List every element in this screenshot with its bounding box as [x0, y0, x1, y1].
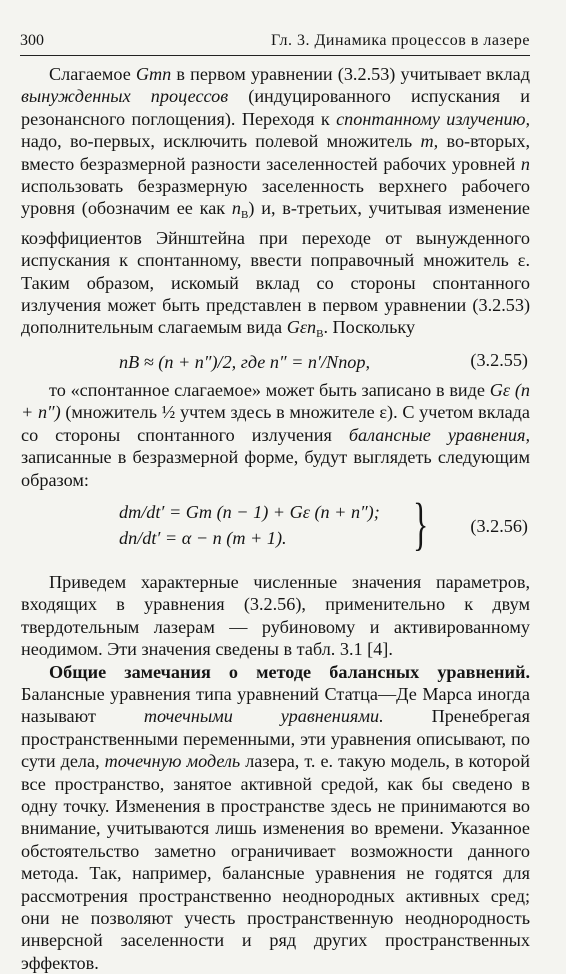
equation-number: (3.2.56) — [470, 515, 528, 536]
paragraph-parameter-values: Приведем характерные численные значения параметров, входящих в уравнения (3.2.56), применительно к двум твердотельным лазерам — рубиновому и активированному неодимом. Эти значения сведены в табл. 3.1 [4]. — [21, 571, 530, 660]
paragraph-spontaneous-term: Слагаемое Gmn в первом уравнении (3.2.53) учитывает вклад вынужденных процессов (индуцированного испускания и резонансного поглощения). Переходя к спонтанному излучению, надо, во-первых, исключить полевой множитель m, во-вторых, вместо безразмерной разности заселенностей рабочих уровней n использовать безразмерную заселенность верхнего рабочего уровня (обозначим ее как $n_B$) и, в-третьих, учитывая изменение коэффициентов Эйнштейна при переходе от вынужденного испускания к спонтанному, ввести поправочный множитель ε. Таким образом, искомый вклад со стороны спонтанного излучения может быть представлен в первом уравнении (3.2.53) дополнительным слагаемым вида Gεn$_B$. Поскольку — [21, 64, 531, 341]
equation-system-3-2-56 — [21, 490, 530, 557]
equation-formula: nB ≈ (n + n″)/2, где n″ = n′/Nпор, — [119, 351, 371, 372]
section-heading: Общие замечания о методе балансных уравнений. — [49, 661, 530, 682]
equation-line-1: dm/dt′ = Gm (n − 1) + Gε (n + n″); — [119, 501, 380, 522]
equation-line-2: dn/dt′ = α − n (m + 1). — [119, 527, 287, 548]
page-number: 300 — [20, 32, 44, 49]
equation-number: (3.2.55) — [470, 349, 528, 370]
running-head — [20, 30, 530, 52]
paragraph-general-remarks: Общие замечания о методе балансных уравнений. Балансные уравнения типа уравнений Статца—Де Марса иногда называют точечными уравнениями. Пренебрегая пространственными переменными, эти уравнения описывают, по сути дела, точечную модель лазера, т. е. такую модель, в которой все пространство, занятое активной средой, как бы сведено в одну точку. Изменения в пространстве здесь не принимаются во внимание, учитываются лишь изменения во времени. Указанное обстоятельство заметно ограничивает возможности данного метода. Так, например, балансные уравнения не годятся для рассмотрения пространственно неоднородных активных сред; они не позволяют учесть пространственную неоднородность инверсной заселенности и ряд других пространственных эффектов. — [21, 661, 530, 973]
header-rule — [20, 55, 530, 56]
chapter-title: Гл. 3. Динамика процессов в лазере — [270, 32, 530, 49]
page-body — [21, 63, 530, 974]
equation-3-2-55 — [21, 349, 530, 375]
right-brace: } — [413, 490, 429, 556]
paragraph-balance-equations: то «спонтанное слагаемое» может быть записано в виде Gε (n + n″) (множитель ½ учтем здесь в множителе ε). С учетом вклада со стороны спонтанного излучения балансные уравнения, записанные в безразмерной форме, будут выглядеть следующим образом: — [21, 379, 531, 490]
